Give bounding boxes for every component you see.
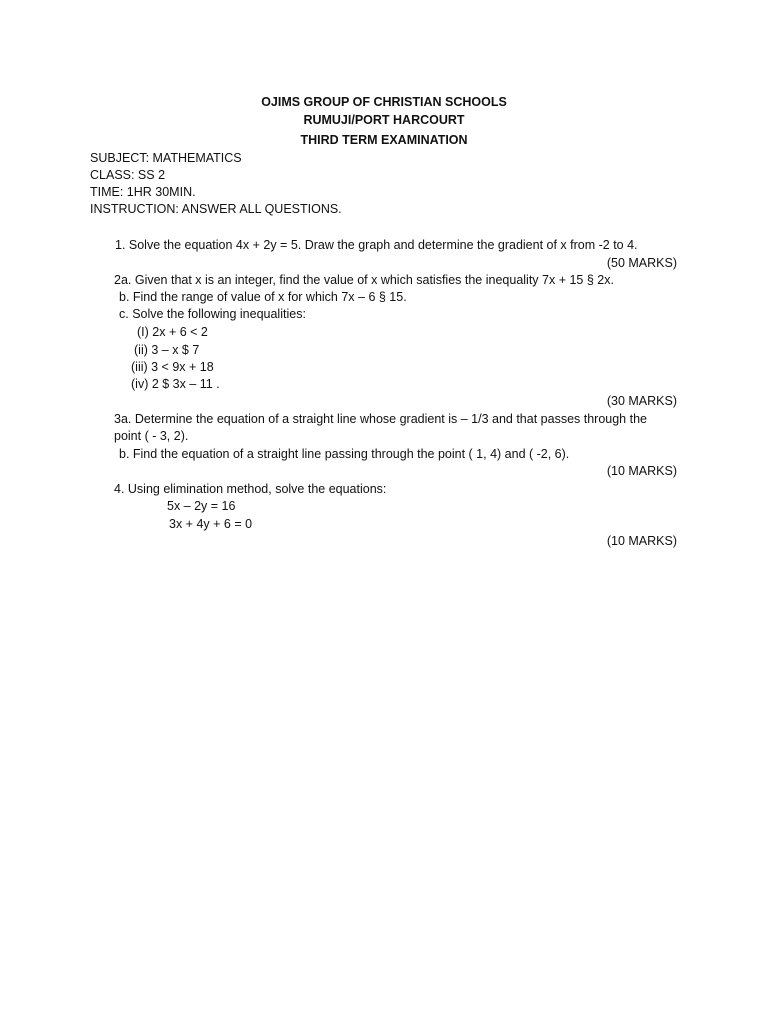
- inequality-iv: (iv) 2 $ 3x – 11 .: [131, 377, 220, 391]
- inequality-i: (I) 2x + 6 < 2: [137, 325, 208, 339]
- question-2-marks: (30 MARKS): [606, 394, 677, 408]
- inequality-ii: (ii) 3 – x $ 7: [134, 343, 200, 357]
- question-3b: b. Find the equation of a straight line passing through the point ( 1, 4) and ( -2, 6).: [119, 447, 570, 461]
- question-2c: c. Solve the following inequalities:: [119, 307, 306, 321]
- school-name: OJIMS GROUP OF CHRISTIAN SCHOOLS: [261, 95, 507, 109]
- question-3a-line-1: 3a. Determine the equation of a straight line whose gradient is – 1/3 and that passes through the: [114, 412, 647, 426]
- inequality-iii: (iii) 3 < 9x + 18: [131, 360, 214, 374]
- subject-line: SUBJECT: MATHEMATICS: [90, 151, 242, 165]
- question-1: 1. Solve the equation 4x + 2y = 5. Draw the graph and determine the gradient of x from -2 to 4.: [115, 238, 638, 252]
- time-line: TIME: 1HR 30MIN.: [90, 185, 196, 199]
- question-3-marks: (10 MARKS): [606, 464, 677, 478]
- question-3a-line-2: point ( - 3, 2).: [114, 429, 189, 443]
- question-4: 4. Using elimination method, solve the equations:: [114, 482, 387, 496]
- equation-1: 5x – 2y = 16: [167, 499, 236, 513]
- question-2a: 2a. Given that x is an integer, find the value of x which satisfies the inequality 7x + 15 § 2x.: [114, 273, 614, 287]
- instruction-line: INSTRUCTION: ANSWER ALL QUESTIONS.: [90, 202, 342, 216]
- class-line: CLASS: SS 2: [90, 168, 166, 182]
- exam-title: THIRD TERM EXAMINATION: [300, 133, 468, 147]
- question-1-marks: (50 MARKS): [606, 256, 677, 270]
- school-location: RUMUJI/PORT HARCOURT: [303, 113, 465, 127]
- equation-2: 3x + 4y + 6 = 0: [169, 517, 253, 531]
- question-2b: b. Find the range of value of x for which 7x – 6 § 15.: [119, 290, 407, 304]
- question-4-marks: (10 MARKS): [606, 534, 677, 548]
